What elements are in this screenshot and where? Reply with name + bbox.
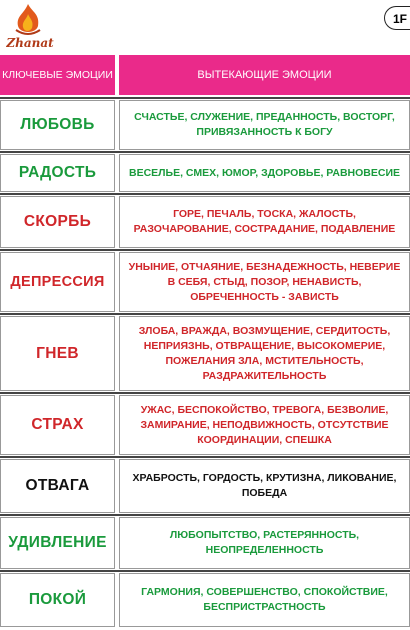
flame-icon [10, 2, 46, 38]
derived-emotions: ГОРЕ, ПЕЧАЛЬ, ТОСКА, ЖАЛОСТЬ, РАЗОЧАРОВАНИЕ, СОСТРАДАНИЕ, ПОДАВЛЕНИЕ [119, 196, 410, 248]
key-emotion: ГНЕВ [0, 316, 115, 391]
row-divider [0, 97, 410, 99]
derived-emotions: ХРАБРОСТЬ, ГОРДОСТЬ, КРУТИЗНА, ЛИКОВАНИЕ, ПОБЕДА [119, 459, 410, 513]
key-emotion: СТРАХ [0, 395, 115, 455]
table-row [0, 517, 410, 569]
table-row [0, 100, 410, 150]
table-row [0, 316, 410, 391]
row-divider [0, 392, 410, 394]
table-row [0, 573, 410, 627]
page-number: 1F [384, 6, 410, 30]
derived-emotions: УЖАС, БЕСПОКОЙСТВО, ТРЕВОГА, БЕЗВОЛИЕ, ЗАМИРАНИЕ, НЕПОДВИЖНОСТЬ, ОТСУТСТВИЕ КООРДИНАЦИИ, СПЕШКА [119, 395, 410, 455]
row-divider [0, 249, 410, 251]
table-row [0, 154, 410, 192]
logo-text: Zhanat [6, 36, 54, 50]
key-emotion: ДЕПРЕССИЯ [0, 252, 115, 312]
key-emotion: СКОРБЬ [0, 196, 115, 248]
table-row [0, 459, 410, 513]
derived-emotions: ВЕСЕЛЬЕ, СМЕХ, ЮМОР, ЗДОРОВЬЕ, РАВНОВЕСИЕ [119, 154, 410, 192]
key-emotion: ЛЮБОВЬ [0, 100, 115, 150]
header-key-emotions: КЛЮЧЕВЫЕ ЭМОЦИИ [0, 55, 115, 95]
key-emotion: УДИВЛЕНИЕ [0, 517, 115, 569]
table-row [0, 252, 410, 312]
derived-emotions: ЛЮБОПЫТСТВО, РАСТЕРЯННОСТЬ, НЕОПРЕДЕЛЕННОСТЬ [119, 517, 410, 569]
derived-emotions: ЗЛОБА, ВРАЖДА, ВОЗМУЩЕНИЕ, СЕРДИТОСТЬ, НЕПРИЯЗНЬ, ОТВРАЩЕНИЕ, ВЫСОКОМЕРИЕ, ПОЖЕЛАНИЯ ЗЛА, МСТИТЕЛЬНОСТЬ, РАЗДРАЖИТЕЛЬНОСТЬ [119, 316, 410, 391]
table-row [0, 395, 410, 455]
derived-emotions: СЧАСТЬЕ, СЛУЖЕНИЕ, ПРЕДАННОСТЬ, ВОСТОРГ, ПРИВЯЗАННОСТЬ К БОГУ [119, 100, 410, 150]
key-emotion: ПОКОЙ [0, 573, 115, 627]
derived-emotions: ГАРМОНИЯ, СОВЕРШЕНСТВО, СПОКОЙСТВИЕ, БЕСПРИСТРАСТНОСТЬ [119, 573, 410, 627]
logo [2, 2, 54, 52]
row-divider [0, 514, 410, 516]
row-divider [0, 570, 410, 572]
row-divider [0, 313, 410, 315]
header-derived-emotions: ВЫТЕКАЮЩИЕ ЭМОЦИИ [119, 55, 410, 95]
table-header [0, 55, 410, 95]
key-emotion: РАДОСТЬ [0, 154, 115, 192]
row-divider [0, 151, 410, 153]
key-emotion: ОТВАГА [0, 459, 115, 513]
row-divider [0, 456, 410, 458]
row-divider [0, 193, 410, 195]
derived-emotions: УНЫНИЕ, ОТЧАЯНИЕ, БЕЗНАДЕЖНОСТЬ, НЕВЕРИЕ В СЕБЯ, СТЫД, ПОЗОР, НЕНАВИСТЬ, ОБРЕЧЕННОСТЬ - ЗАВИСТЬ [119, 252, 410, 312]
table-row [0, 196, 410, 248]
